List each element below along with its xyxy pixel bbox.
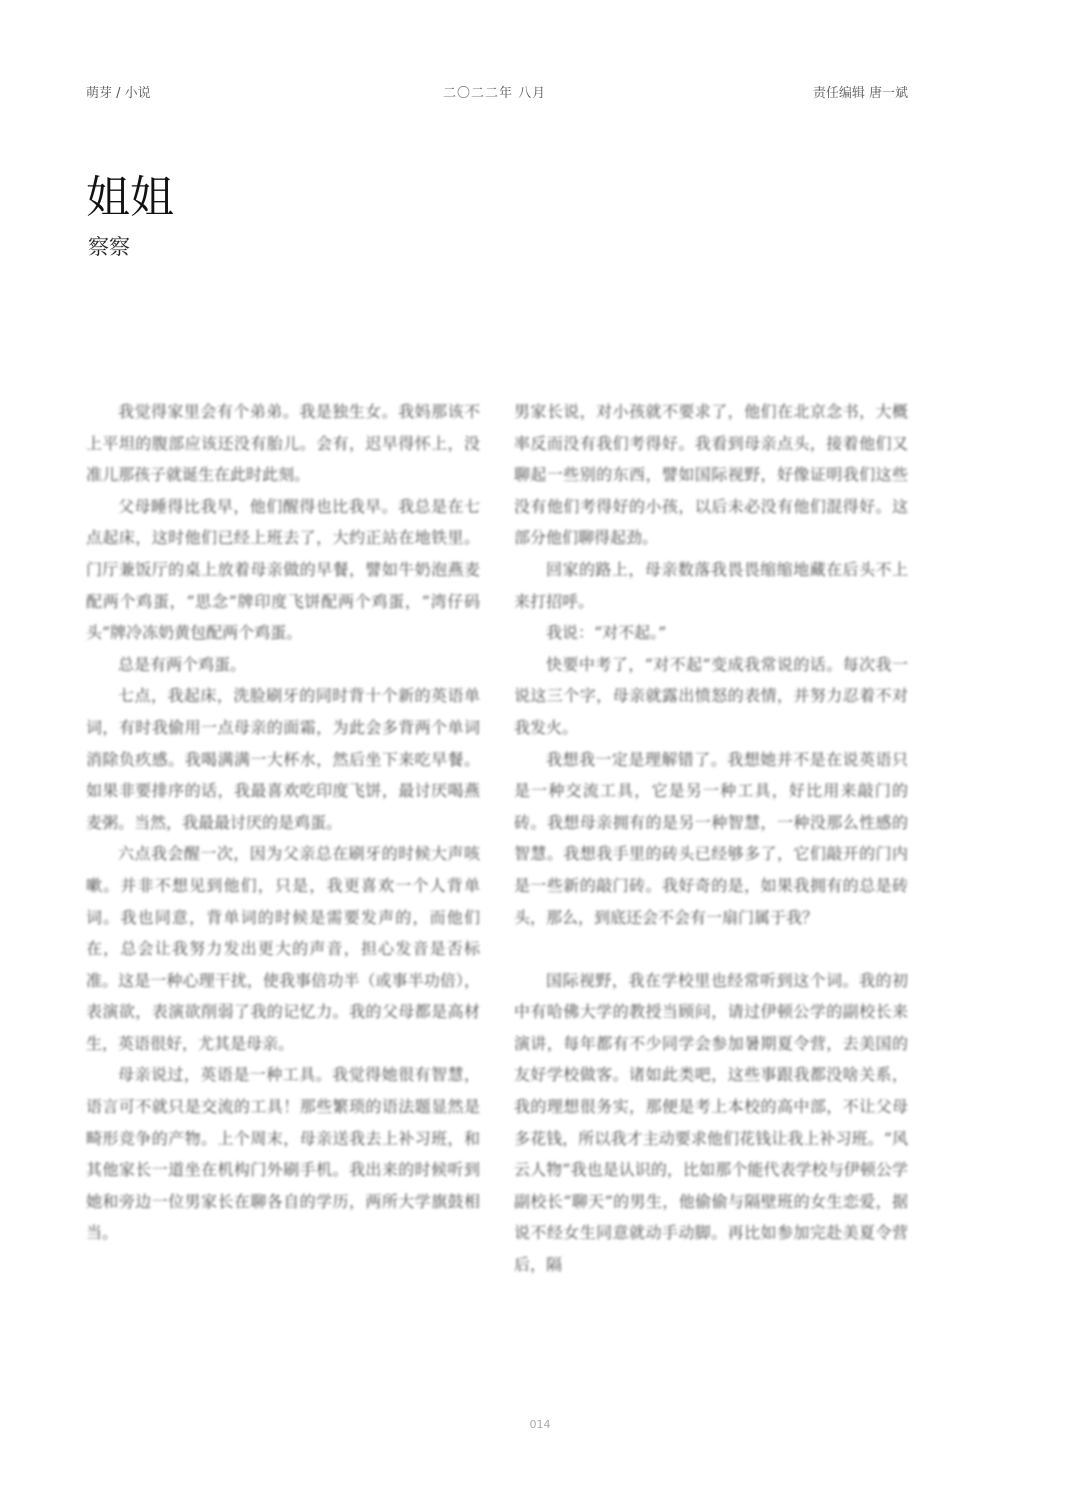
- paragraph: 母亲说过，英语是一种工具。我觉得她很有智慧，语言可不就只是交流的工具！那些繁琐的语法题显然是畸形竞争的产物。上个周末，母亲送我去上补习班，和其他家长一道坐在机构门外刷手机。我出来的时候听到她和旁边一位男家长在聊各自的学历，两所大学旗鼓相当。: [86, 1065, 480, 1243]
- paragraph: 七点，我起床，洗脸刷牙的同时背十个新的英语单词，有时我偷用一点母亲的面霜，为此会多背两个单词消除负疚感。我喝满满一大杯水，然后坐下来吃早餐。如果非要排序的话，我最喜欢吃印度飞饼，最讨厌喝燕麦粥。当然，我最最讨厌的是鸡蛋。: [86, 686, 480, 832]
- paragraph-continued: 男家长说，对小孩就不要求了，他们在北京念书，大概率反而没有我们考得好。我看到母亲点头，接着他们又聊起一些别的东西，譬如国际视野，好像证明我们这些没有他们考得好的小孩，以后未必没有他们混得好。这部分他们聊得起劲。: [514, 402, 908, 548]
- body-column-left: [86, 396, 480, 1249]
- paragraph: 我觉得家里会有个弟弟。我是独生女。我妈那该不上平坦的腹部应该还没有胎儿。会有，迟早得怀上，没准儿那孩子就诞生在此时此刻。: [86, 402, 480, 485]
- body-column-right: [514, 396, 908, 1281]
- running-header: [86, 82, 908, 106]
- section-break: [514, 933, 908, 965]
- paragraph: 回家的路上，母亲数落我畏畏缩缩地藏在后头不上来打招呼。: [514, 559, 908, 611]
- editor-credit: 责任编辑 唐一斌: [812, 86, 908, 101]
- author-name: 察察: [88, 235, 130, 259]
- issue-date: 二〇二二年 八月: [443, 86, 547, 101]
- paragraph: 我想我一定是理解错了。我想她并不是在说英语只是一种交流工具，它是另一种工具，好比用来敲门的砖。我想母亲拥有的是另一种智慧，一种没那么性感的智慧。我想我手里的砖头已经够多了，它们敲开的门内是一些新的敲门砖。我好奇的是，如果我拥有的总是砖头，那么，到底还会不会有一扇门属于我？: [514, 749, 908, 927]
- paragraph: 快要中考了，“对不起”变成我常说的话。每次我一说这三个字，母亲就露出愤怒的表情，并努力忍着不对我发火。: [514, 654, 908, 737]
- paragraph: 父母睡得比我早，他们醒得也比我早。我总是在七点起床，这时他们已经上班去了，大约正站在地铁里。门厅兼饭厅的桌上放着母亲做的早餐，譬如牛奶泡燕麦配两个鸡蛋，“思念”牌印度飞饼配两个鸡蛋，“湾仔码头”牌冷冻奶黄包配两个鸡蛋。: [86, 496, 480, 643]
- paragraph: 国际视野，我在学校里也经常听到这个词。我的初中有哈佛大学的教授当顾问，请过伊顿公学的副校长来演讲，每年都有不少同学会参加暑期夏令营，去美国的友好学校做客。诸如此类吧，这些事跟我都没啥关系，我的理想很务实，那便是考上本校的高中部，不让父母多花钱，所以我才主动要求他们花钱让我上补习班。“风云人物”我也是认识的，比如那个能代表学校与伊顿公学副校长“聊天”的男生，他偷偷与隔壁班的女生恋爱，据说不经女生同意就动手动脚。再比如参加完赴美夏令营后，隔: [514, 970, 908, 1275]
- paragraph: 总是有两个鸡蛋。: [118, 654, 247, 674]
- page-number: 014: [529, 1418, 551, 1431]
- story-title: 姐姐: [86, 172, 174, 223]
- paragraph: 我说：“对不起。”: [546, 623, 667, 643]
- paragraph: 六点我会醒一次，因为父亲总在刷牙的时候大声咳嗽。并非不想见到他们，只是，我更喜欢一个人背单词。我也同意，背单词的时候是需要发声的，而他们在，总会让我努力发出更大的声音，担心发音是否标准。这是一种心理干扰，使我事倍功半（或事半功倍），表演欲，表演欲削弱了我的记忆力。我的父母都是高材生，英语很好，尤其是母亲。: [86, 844, 480, 1053]
- section-label: 萌芽 / 小说: [86, 86, 151, 101]
